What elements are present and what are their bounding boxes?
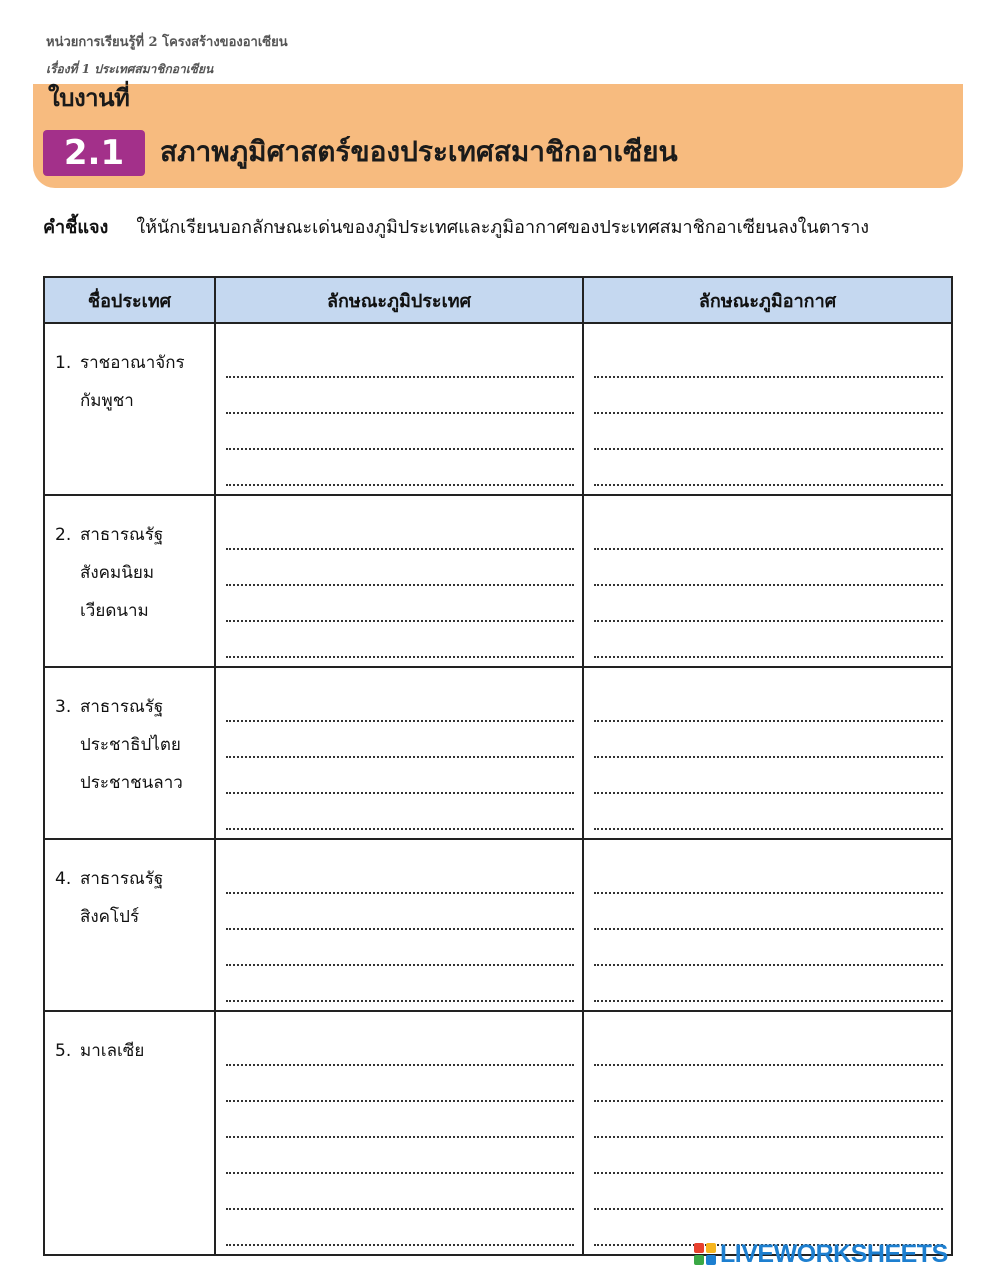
answer-line[interactable] [226, 1210, 574, 1246]
row-number: 3. [55, 697, 72, 717]
climate-answer-cell[interactable] [583, 839, 952, 1011]
answer-line[interactable] [594, 1138, 943, 1174]
country-name-line: สาธารณรัฐ [80, 525, 164, 545]
worksheet-number-badge: 2.1 [43, 130, 145, 176]
answer-line[interactable] [226, 894, 574, 930]
country-name-line: สิงคโปร์ [80, 907, 140, 927]
table-row [44, 495, 952, 667]
answer-line[interactable] [226, 930, 574, 966]
answer-line[interactable] [226, 1138, 574, 1174]
answer-line[interactable] [226, 1102, 574, 1138]
answer-line[interactable] [226, 550, 574, 586]
row-number: 1. [55, 353, 72, 373]
liveworksheets-logo-icon [694, 1243, 716, 1265]
answer-line[interactable] [226, 966, 574, 1002]
country-name-line: สาธารณรัฐ [80, 697, 164, 717]
country-cell [44, 839, 215, 1011]
answer-line[interactable] [594, 930, 943, 966]
topography-answer-cell[interactable] [215, 839, 583, 1011]
worksheet-label: ใบงานที่ [48, 84, 130, 112]
answer-line[interactable] [226, 722, 574, 758]
country-cell [44, 1011, 215, 1255]
answer-line[interactable] [594, 622, 943, 658]
topography-answer-cell[interactable] [215, 1011, 583, 1255]
country-name-line: เวียดนาม [80, 601, 149, 621]
answer-line[interactable] [226, 686, 574, 722]
answer-line[interactable] [226, 858, 574, 894]
answer-line[interactable] [594, 966, 943, 1002]
answer-line[interactable] [594, 1030, 943, 1066]
climate-answer-cell[interactable] [583, 667, 952, 839]
country-cell [44, 323, 215, 495]
answer-line[interactable] [594, 1066, 943, 1102]
country-name-line: ประชาธิปไตย [80, 735, 181, 755]
answer-line[interactable] [226, 1030, 574, 1066]
instructions-label: คำชี้แจง [43, 217, 109, 238]
climate-answer-cell[interactable] [583, 323, 952, 495]
answer-line[interactable] [226, 622, 574, 658]
header-topography: ลักษณะภูมิประเทศ [215, 277, 583, 323]
answer-line[interactable] [594, 794, 943, 830]
answer-line[interactable] [594, 686, 943, 722]
answer-line[interactable] [594, 378, 943, 414]
answer-line[interactable] [594, 1102, 943, 1138]
topography-answer-cell[interactable] [215, 323, 583, 495]
answer-line[interactable] [594, 586, 943, 622]
answer-line[interactable] [226, 378, 574, 414]
answer-line[interactable] [226, 794, 574, 830]
country-cell [44, 495, 215, 667]
country-name-line: กัมพูชา [80, 391, 134, 411]
row-number: 2. [55, 525, 72, 545]
climate-answer-cell[interactable] [583, 1011, 952, 1255]
answer-line[interactable] [594, 514, 943, 550]
table-row [44, 667, 952, 839]
row-number: 5. [55, 1041, 72, 1061]
answer-line[interactable] [594, 550, 943, 586]
answer-line[interactable] [594, 894, 943, 930]
answer-line[interactable] [226, 450, 574, 486]
answer-line[interactable] [594, 722, 943, 758]
answer-line[interactable] [594, 1174, 943, 1210]
table-row [44, 323, 952, 495]
row-number: 4. [55, 869, 72, 889]
answer-line[interactable] [594, 858, 943, 894]
instructions-text: ให้นักเรียนบอกลักษณะเด่นของภูมิประเทศและภูมิอากาศของประเทศสมาชิกอาเซียนลงในตาราง [136, 217, 870, 238]
answer-line[interactable] [226, 758, 574, 794]
table-row [44, 839, 952, 1011]
table-row [44, 1011, 952, 1255]
logo-text: LIVEWORKSHEETS [720, 1239, 948, 1268]
answer-line[interactable] [226, 1174, 574, 1210]
answer-table [43, 276, 953, 1256]
country-name-line: ราชอาณาจักร [80, 353, 185, 373]
liveworksheets-logo [694, 1240, 948, 1268]
climate-answer-cell[interactable] [583, 495, 952, 667]
lesson-line: เรื่องที่ 1 ประเทศสมาชิกอาเซียน [46, 62, 214, 76]
header-climate: ลักษณะภูมิอากาศ [583, 277, 952, 323]
topography-answer-cell[interactable] [215, 667, 583, 839]
country-name-line: สาธารณรัฐ [80, 869, 164, 889]
answer-line[interactable] [594, 414, 943, 450]
answer-line[interactable] [226, 342, 574, 378]
country-name-line: สังคมนิยม [80, 563, 155, 583]
header-country: ชื่อประเทศ [44, 277, 215, 323]
country-name-line: มาเลเซีย [80, 1041, 145, 1061]
answer-line[interactable] [226, 514, 574, 550]
answer-line[interactable] [226, 586, 574, 622]
instructions [43, 212, 869, 241]
table-header-row [44, 277, 952, 323]
topography-answer-cell[interactable] [215, 495, 583, 667]
answer-line[interactable] [226, 414, 574, 450]
answer-line[interactable] [594, 758, 943, 794]
country-name-line: ประชาชนลาว [80, 773, 183, 793]
unit-line: หน่วยการเรียนรู้ที่ 2 โครงสร้างของอาเซียน [46, 35, 288, 50]
answer-line[interactable] [594, 342, 943, 378]
country-cell [44, 667, 215, 839]
answer-line[interactable] [594, 450, 943, 486]
answer-line[interactable] [226, 1066, 574, 1102]
page-title: สภาพภูมิศาสตร์ของประเทศสมาชิกอาเซียน [160, 135, 678, 168]
